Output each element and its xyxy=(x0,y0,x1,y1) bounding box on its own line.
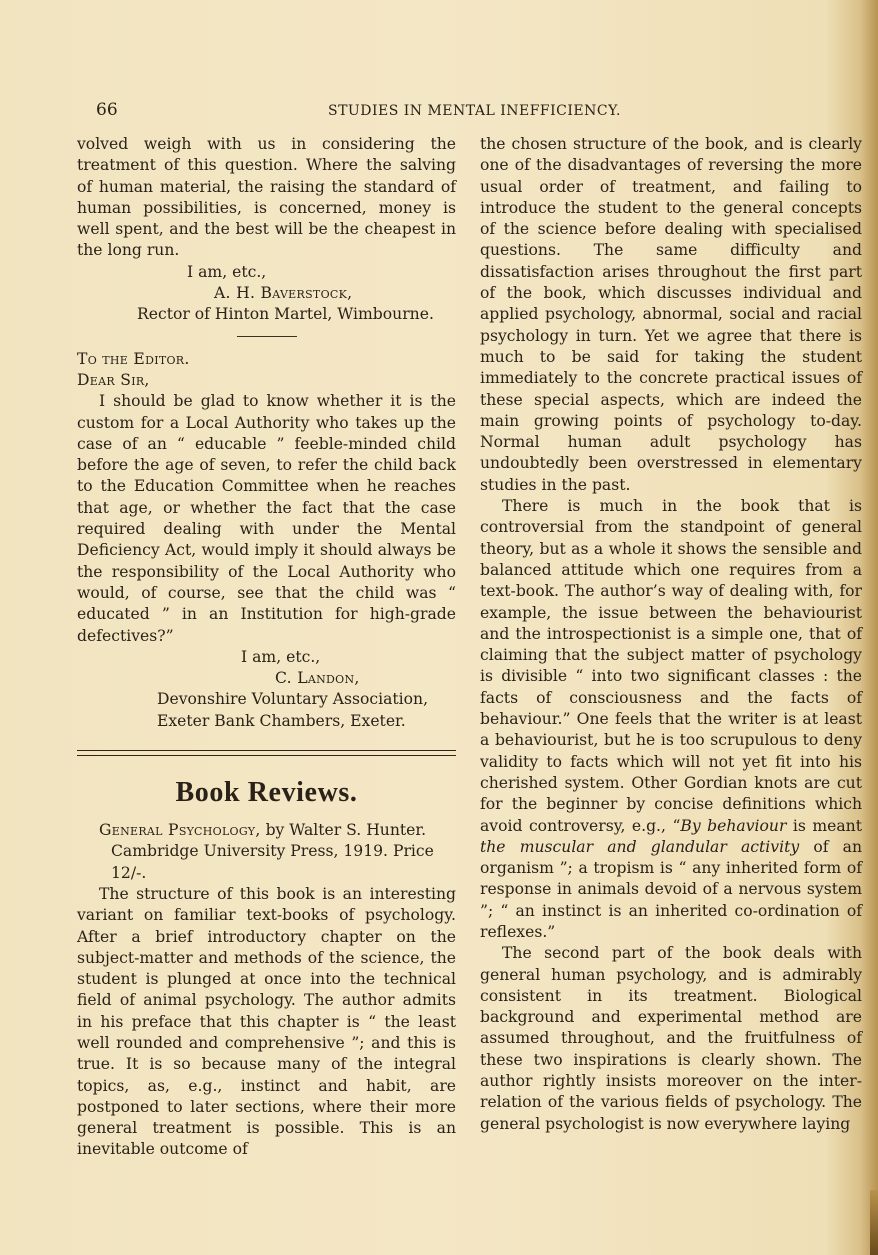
review-p2-text-c: of an organism ”; a tropism is “ any inherited form of response in animals devoid of a nervous system ”; “ an instinct is an inherited co-ordination of reflexes.” xyxy=(480,837,862,941)
letter2-body: I should be glad to know whether it is the custom for a Local Authority who takes up the case of an “ educable ” feeble-minded child before the age of seven, to refer the child back to the Education Committee when he reaches that age, or whether the fact that the case required dealing with under the Mental Deficiency Act, would imply it should always be the responsibility of the Local Authority who would, of course, see that the child was “ educated ” in an Institution for high-grade defectives?” xyxy=(77,392,456,645)
letter2-affiliation-line1: Devonshire Voluntary Association, xyxy=(157,690,429,709)
letter2-affiliation-line2: Exeter Bank Chambers, Exeter. xyxy=(157,711,406,730)
page-edge-shadow xyxy=(870,1190,878,1255)
review-paragraph-2 xyxy=(480,496,862,943)
review-paragraph-1-continued: the chosen structure of the book, and is clearly one of the disadvantages of reversing the more usual order of treatment, and failing to introduce the student to the general concepts of the science before dealing with specialised questions. The same difficulty and dissatisfaction arises throughout the first part of the book, which discusses individual and applied psychology, abnormal, social and racial psychology in turn. Yet we agree that there is much to be said for taking the student immediately to the concrete practical issues of these special aspects, which are indeed the main growing points of psychology to-day. Normal human adult psychology has undoubtedly been overstressed in elementary studies in the past. xyxy=(480,135,862,494)
letter-divider xyxy=(237,336,297,337)
section-double-rule xyxy=(77,750,456,756)
letter2-salutation: Dear Sir, xyxy=(77,370,150,389)
letter1-signature: A. H. Baverstock, xyxy=(214,284,353,303)
review-p2-italic-1: By behaviour xyxy=(680,816,787,835)
page-number: 66 xyxy=(96,100,118,120)
letter2-addressee: To the Editor. xyxy=(77,349,190,368)
letter2-signature: C. Landon, xyxy=(275,669,360,688)
review-heading xyxy=(89,820,456,884)
letter1-affiliation: Rector of Hinton Martel, Wimbourne. xyxy=(137,305,434,324)
review-p2-text-a: There is much in the book that is controversial from the standpoint of general theory, but as a whole it shows the sensible and balanced attitude which one requires from a text-book. The author’s way of dealing with, for example, the issue between the behaviourist and the introspectionist is a simple one, that of claiming that the subject matter of psychology is divisible “ into two significant classes : the facts of consciousness and the facts of behaviour.” One feels that the writer is at least a behaviourist, but he is too scrupulous to deny validity to facts which will not yet fit into his cherished system. Other Gordian knots are cut for the beginner by concise definitions which avoid controversy, e.g., “ xyxy=(480,497,862,835)
review-p2-text-b: is meant xyxy=(786,816,862,835)
running-head: STUDIES IN MENTAL INEFFICIENCY. xyxy=(328,103,621,119)
letter1-closing-paragraph: volved weigh with us in considering the treatment of this question. Where the salving of human material, the raising the standard of human possibilities, is concerned, money is well spent, and the best will be the cheapest in the long run. xyxy=(77,135,456,260)
review-p2-italic-2: the muscular and glandular activity xyxy=(480,837,800,856)
review-book-title: General Psychology, xyxy=(99,821,261,840)
section-title: Book Reviews. xyxy=(175,777,358,809)
review-book-details: by Walter S. Hunter. Cambridge University Press, 1919. Price 12/-. xyxy=(111,821,434,882)
letter1-signoff: I am, etc., xyxy=(187,262,267,281)
right-column xyxy=(480,134,862,1135)
review-paragraph-1: The structure of this book is an interesting variant on familiar text-books of psychology. After a brief introductory chapter on the subject-matter and methods of the science, the student is plunged at once into the technical field of animal psychology. The author admits in his preface that this chapter is “ the least well rounded and comprehensive ”; and this is true. It is so because many of the integral topics, as, e.g., instinct and habit, are postponed to later sections, where their more general treatment is possible. This is an inevitable outcome of xyxy=(77,884,456,1159)
page-header xyxy=(96,100,862,124)
left-column xyxy=(77,134,456,1161)
review-paragraph-3: The second part of the book deals with general human psychology, and is admirably consistent in its treatment. Biological background and experimental method are assumed throughout, and the fruitfulness of these two inspirations is clearly shown. The author rightly insists moreover on the inter-relation of the various fields of psychology. The general psychologist is now everywhere laying xyxy=(480,944,862,1133)
letter2-signoff: I am, etc., xyxy=(241,647,321,666)
